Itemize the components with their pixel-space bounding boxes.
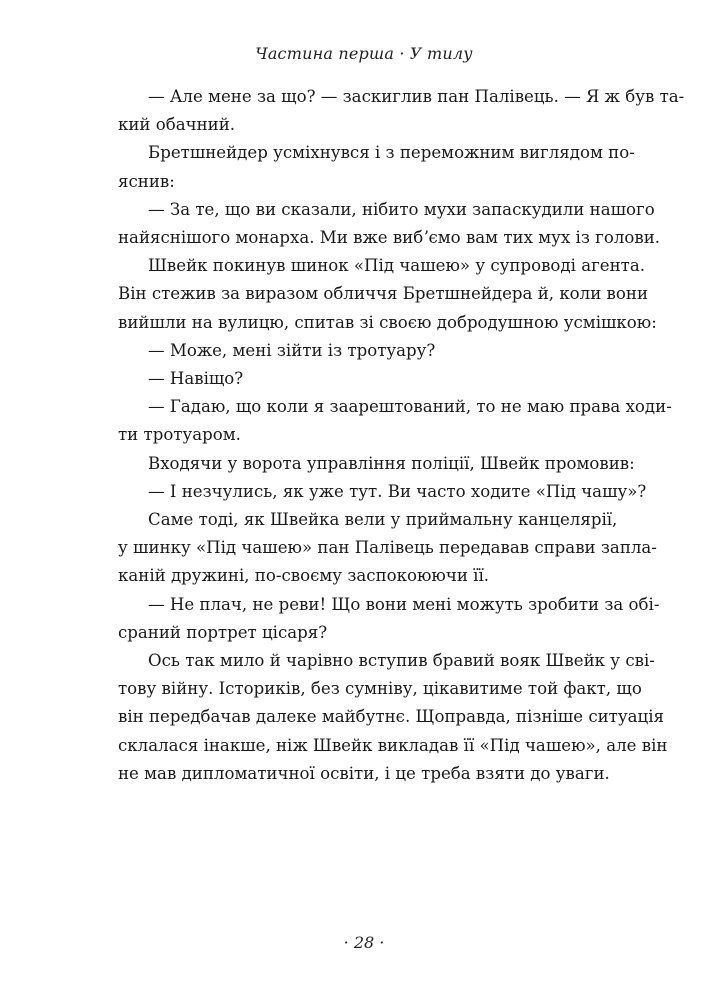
paragraph bbox=[118, 139, 635, 195]
paragraph bbox=[118, 196, 661, 252]
text-line: Входячи у ворота управління поліції, Швейк промовив: bbox=[148, 453, 635, 473]
text-line: не мав дипломатичної освіти, і це треба взяти до уваги. bbox=[118, 763, 610, 783]
text-line: Саме тоді, як Швейка вели у приймальну канцелярії, bbox=[148, 510, 618, 530]
text-line: він передбачав далеке майбутнє. Щоправда, пізніше ситуація bbox=[118, 707, 664, 727]
body-text bbox=[118, 83, 685, 788]
text-line: — Але мене за що? — заскиглив пан Палівець. — Я ж був та- bbox=[148, 87, 685, 106]
text-line: тову війну. Істориків, без сумніву, цікавитиме той факт, що bbox=[118, 679, 642, 699]
text-line: сраний портрет цісаря? bbox=[118, 622, 328, 642]
text-line: — Гадаю, що коли я заарештований, то не маю права ходи- bbox=[148, 397, 672, 417]
text-line: — І незчулись, як уже тут. Ви часто ходите «Під чашу»? bbox=[148, 481, 647, 501]
text-line: склалася інакше, ніж Швейк викладав її «Під чашею», але він bbox=[118, 735, 668, 755]
text-line: кий обачний. bbox=[118, 115, 236, 135]
running-header: Частина перша · У тилу bbox=[255, 44, 473, 63]
text-line: Ось так мило й чарівно вступив бравий вояк Швейк у сві- bbox=[148, 651, 655, 671]
text-line: каній дружині, по-своєму заспокоюючи її. bbox=[118, 566, 490, 586]
paragraph bbox=[118, 647, 668, 788]
paragraph bbox=[118, 83, 685, 139]
page-number: · 28 · bbox=[343, 933, 385, 952]
text-line: — Не плач, не реви! Що вони мені можуть зробити за обі- bbox=[148, 594, 660, 614]
text-line: — За те, що ви сказали, нібито мухи запаскудили нашого bbox=[148, 199, 655, 219]
text-line: — Навіщо? bbox=[148, 369, 244, 389]
paragraph bbox=[118, 365, 604, 393]
text-line: яснив: bbox=[118, 171, 175, 191]
text-line: — Може, мені зійти із тротуару? bbox=[148, 340, 436, 360]
text-line: Він стежив за виразом обличчя Бретшнейдера й, коли вони bbox=[118, 284, 649, 304]
text-line: Бретшнейдер усміхнувся і з переможним виглядом по- bbox=[148, 143, 635, 163]
text-line: ти тротуаром. bbox=[118, 425, 241, 445]
text-line: Швейк покинув шинок «Під чашею» у супроводі агента. bbox=[148, 256, 646, 276]
paragraph bbox=[118, 478, 647, 506]
paragraph bbox=[118, 393, 672, 449]
paragraph bbox=[118, 506, 657, 591]
paragraph bbox=[118, 252, 657, 337]
paragraph bbox=[118, 337, 604, 365]
text-line: у шинку «Під чашею» пан Палівець передавав справи запла- bbox=[118, 538, 657, 558]
paragraph bbox=[118, 450, 635, 478]
paragraph bbox=[118, 591, 660, 647]
text-line: вийшли на вулицю, спитав зі своєю добродушною усмішкою: bbox=[118, 312, 657, 332]
text-line: найяснішого монарха. Ми вже вибʼємо вам тих мух із голови. bbox=[118, 228, 661, 248]
